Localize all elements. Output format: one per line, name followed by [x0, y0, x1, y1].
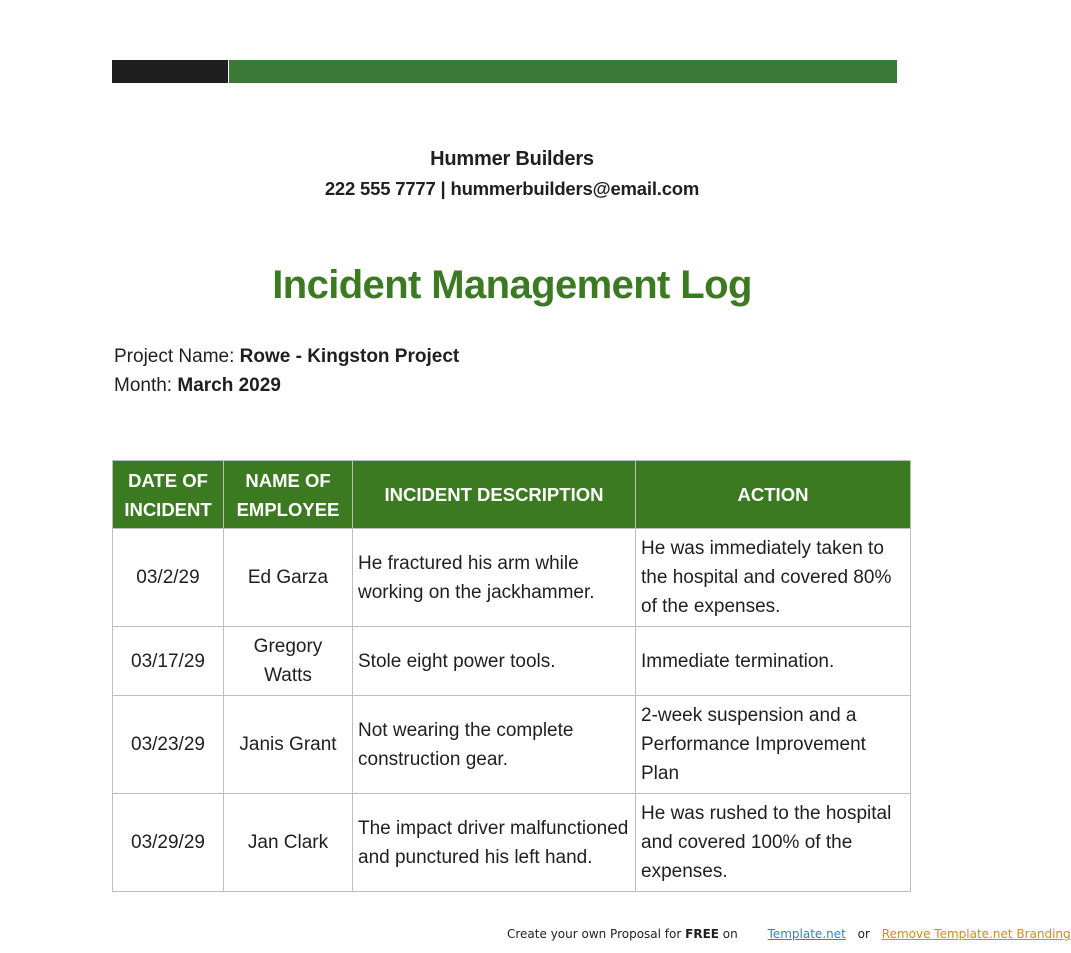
cell-date: 03/23/29	[113, 696, 224, 794]
project-name-line	[114, 342, 459, 371]
header-decoration-bar	[112, 60, 897, 83]
column-header-date: DATE OF INCIDENT	[113, 461, 224, 529]
project-month-label: Month:	[114, 375, 173, 396]
cell-employee: Ed Garza	[224, 529, 353, 627]
company-header	[0, 146, 1024, 204]
footer-or: or	[857, 927, 870, 941]
column-header-description: INCIDENT DESCRIPTION	[353, 461, 636, 529]
cell-action: 2-week suspension and a Performance Improvement Plan	[636, 696, 911, 794]
company-contact: 222 555 7777 | hummerbuilders@email.com	[324, 178, 700, 199]
project-name-value: Rowe - Kingston Project	[239, 346, 460, 367]
cell-employee: Gregory Watts	[224, 627, 353, 696]
project-month-value: March 2029	[177, 375, 281, 396]
cell-date: 03/17/29	[113, 627, 224, 696]
project-info	[114, 342, 459, 400]
branding-footer	[507, 927, 1071, 941]
company-name: Hummer Builders	[430, 148, 594, 170]
footer-free: FREE	[685, 927, 719, 941]
incident-table	[112, 460, 911, 892]
table-header-row	[113, 461, 911, 529]
cell-action: He was immediately taken to the hospital and covered 80% of the expenses.	[636, 529, 911, 627]
footer-on: on	[718, 927, 738, 941]
footer-prefix: Create your own Proposal for	[507, 927, 686, 941]
header-bar-dark-segment	[112, 60, 228, 83]
template-net-link[interactable]: Template.net	[767, 927, 846, 941]
cell-employee: Jan Clark	[224, 794, 353, 892]
cell-action: Immediate termination.	[636, 627, 911, 696]
table-row	[113, 627, 911, 696]
cell-employee: Janis Grant	[224, 696, 353, 794]
project-name-label: Project Name:	[114, 346, 235, 367]
column-header-employee: NAME OF EMPLOYEE	[224, 461, 353, 529]
table-row	[113, 696, 911, 794]
project-month-line	[114, 371, 459, 400]
cell-description: Not wearing the complete construction gear.	[353, 696, 636, 794]
remove-branding-link[interactable]: Remove Template.net Branding	[881, 927, 1071, 941]
cell-action: He was rushed to the hospital and covered 100% of the expenses.	[636, 794, 911, 892]
table-row	[113, 794, 911, 892]
cell-date: 03/29/29	[113, 794, 224, 892]
cell-description: He fractured his arm while working on the jackhammer.	[353, 529, 636, 627]
cell-description: Stole eight power tools.	[353, 627, 636, 696]
cell-date: 03/2/29	[113, 529, 224, 627]
cell-description: The impact driver malfunctioned and punctured his left hand.	[353, 794, 636, 892]
table-row	[113, 529, 911, 627]
document-title: Incident Management Log	[272, 263, 752, 307]
column-header-action: ACTION	[636, 461, 911, 529]
header-bar-green-segment	[229, 60, 897, 83]
